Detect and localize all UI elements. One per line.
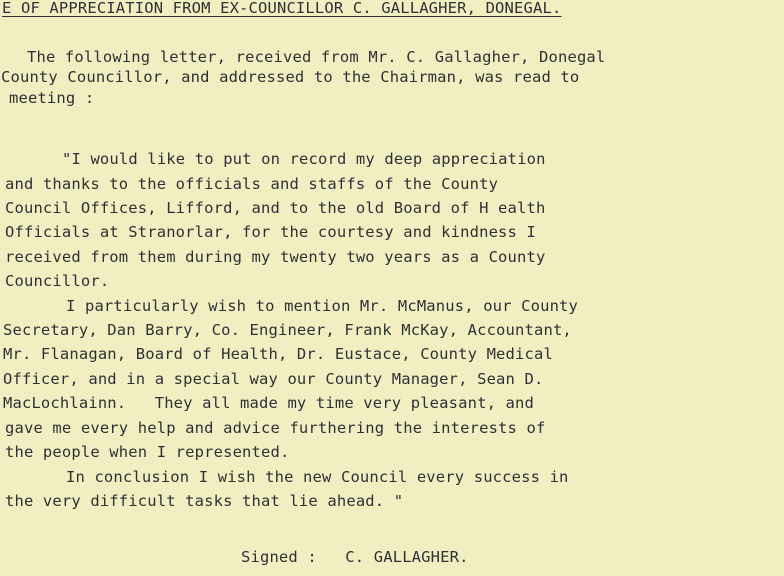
letter-p2-line-1: I particularly wish to mention Mr. McManus, our County	[66, 297, 579, 315]
intro-line-3: meeting :	[9, 89, 95, 107]
letter-p1-line-6: Councillor.	[5, 272, 110, 290]
signature-line: Signed : C. GALLAGHER.	[241, 548, 469, 566]
letter-p3-line-2: the very difficult tasks that lie ahead. "	[5, 492, 404, 510]
letter-p2-line-3: Mr. Flanagan, Board of Health, Dr. Eustace, County Medical	[3, 345, 553, 363]
letter-p1-line-4: Officials at Stranorlar, for the courtesy and kindness I	[5, 223, 536, 241]
letter-p2-line-2: Secretary, Dan Barry, Co. Engineer, Frank McKay, Accountant,	[3, 321, 572, 339]
letter-p2-line-7: the people when I represented.	[5, 443, 290, 461]
letter-p3-line-1: In conclusion I wish the new Council every success in	[66, 468, 569, 486]
letter-p1-line-5: received from them during my twenty two years as a County	[5, 248, 546, 266]
letter-p1-line-3: Council Offices, Lifford, and to the old Board of H ealth	[5, 199, 546, 217]
letter-p2-line-5: MacLochlainn. They all made my time very pleasant, and	[3, 394, 534, 412]
letter-p1-line-2: and thanks to the officials and staffs of the County	[5, 175, 499, 193]
letter-p2-line-4: Officer, and in a special way our County Manager, Sean D.	[3, 370, 544, 388]
letter-p2-line-6: gave me every help and advice furthering the interests of	[5, 419, 546, 437]
letter-p1-line-1: "I would like to put on record my deep appreciation	[62, 150, 546, 168]
intro-line-1: The following letter, received from Mr. C. Gallagher, Donegal	[27, 48, 606, 66]
document-title: E OF APPRECIATION FROM EX-COUNCILLOR C. GALLAGHER, DONEGAL.	[2, 0, 562, 17]
intro-line-2: County Councillor, and addressed to the Chairman, was read to	[1, 68, 580, 86]
